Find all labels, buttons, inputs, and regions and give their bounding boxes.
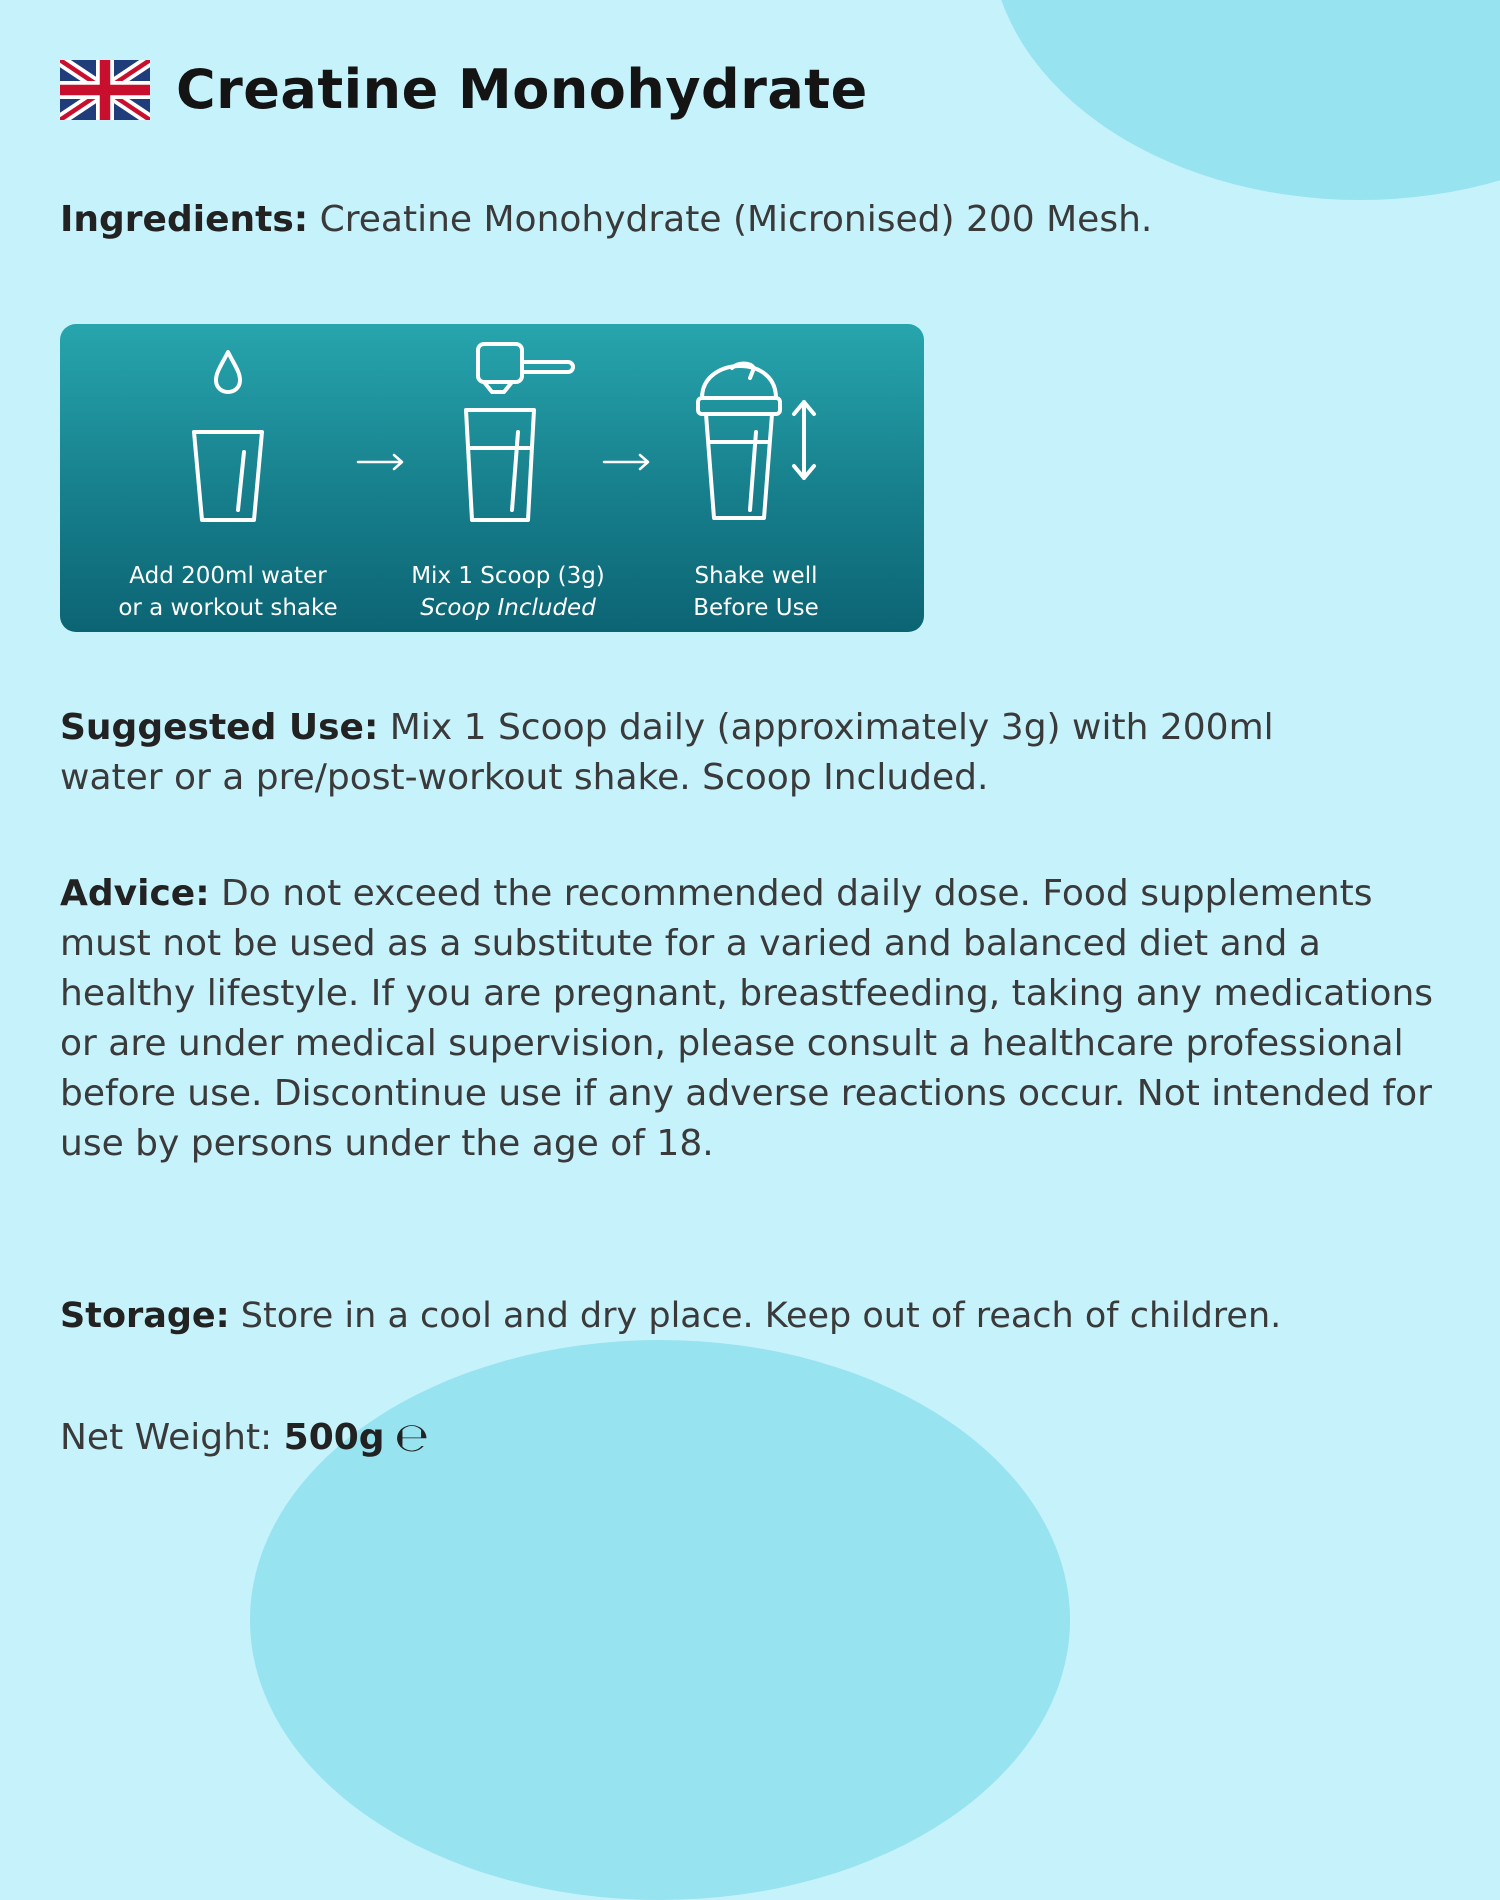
arrow-right-icon	[356, 452, 406, 472]
net-weight-value: 500g	[283, 1417, 385, 1458]
ingredients-paragraph	[60, 195, 1152, 245]
uk-flag-icon	[60, 60, 150, 120]
advice-text: Do not exceed the recommended daily dose. Food supplements must not be used as a substitute for a varied and balanced diet and a healthy lifestyle. If you are pregnant, breastfeeding, taking any medications or are under medical supervision, please consult a healthcare professional before use. Discontinue use if any adverse reactions occur. Not intended for use by persons under the age of 18.	[60, 873, 1434, 1164]
arrow-right-icon	[602, 452, 652, 472]
preparation-steps-panel	[60, 324, 924, 632]
estimated-sign-icon: ℮	[394, 1415, 429, 1461]
scoop-glass-icon	[456, 340, 586, 528]
suggested-use-paragraph	[60, 703, 1360, 803]
step-2-line-1: Mix 1 Scoop (3g)	[411, 563, 605, 589]
storage-label: Storage:	[60, 1296, 230, 1336]
header	[60, 58, 868, 121]
step-3-line-2: Before Use	[693, 595, 819, 621]
shaker-icon	[692, 360, 826, 528]
step-1-line-1: Add 200ml water	[129, 563, 327, 589]
ingredients-text: Creatine Monohydrate (Micronised) 200 Mesh.	[308, 199, 1153, 240]
suggested-use-text: Mix 1 Scoop daily (approximately 3g) with 200ml water or a pre/post-workout shake. Scoop Included.	[60, 707, 1274, 798]
net-weight-line	[60, 1413, 429, 1463]
page-title: Creatine Monohydrate	[176, 58, 868, 121]
suggested-use-label: Suggested Use:	[60, 707, 379, 748]
glass-water-drop-icon	[186, 348, 276, 528]
decorative-blob-top	[990, 0, 1500, 200]
net-weight-label: Net Weight:	[60, 1417, 284, 1458]
step-1-line-2: or a workout shake	[118, 595, 338, 621]
ingredients-label: Ingredients:	[60, 199, 309, 240]
advice-label: Advice:	[60, 873, 210, 914]
storage-paragraph	[60, 1291, 1281, 1341]
step-2-line-2: Scoop Included	[420, 595, 596, 621]
advice-paragraph	[60, 869, 1440, 1169]
step-caption-2	[368, 560, 648, 624]
step-caption-3	[616, 560, 896, 624]
step-3-line-1: Shake well	[694, 563, 818, 589]
storage-text: Store in a cool and dry place. Keep out of reach of children.	[229, 1296, 1282, 1336]
step-caption-1	[88, 560, 368, 624]
